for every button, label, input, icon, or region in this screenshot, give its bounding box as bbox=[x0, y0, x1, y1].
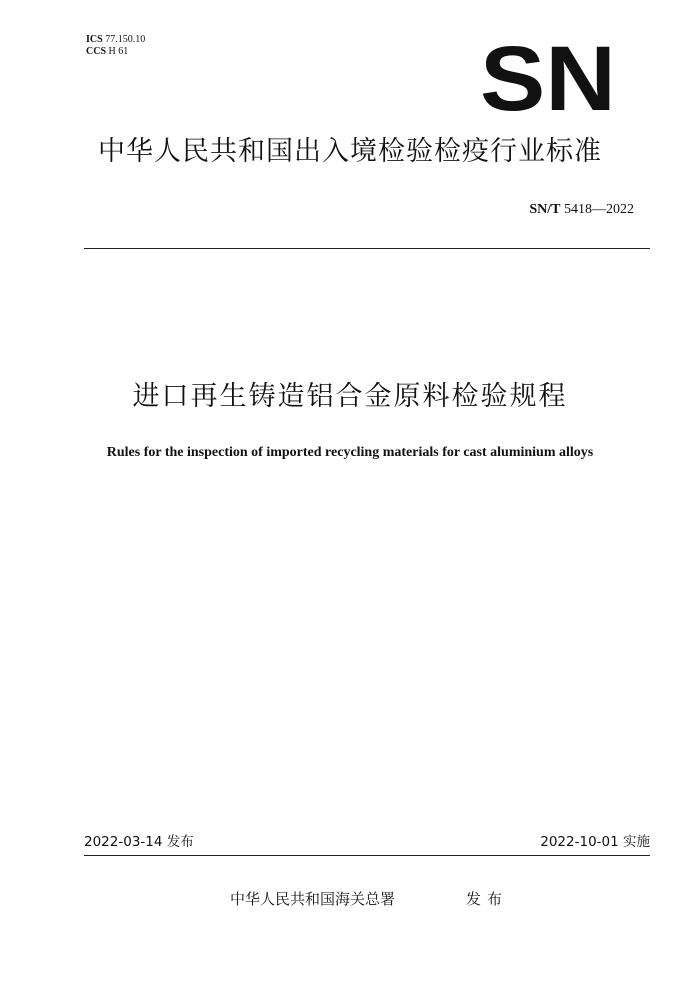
issuing-authority: 中华人民共和国海关总署 bbox=[230, 890, 396, 908]
issuing-sector-title: 中华人民共和国出入境检验检疫行业标准 bbox=[98, 136, 602, 167]
bottom-divider bbox=[84, 855, 650, 856]
ccs-code-line bbox=[86, 46, 128, 58]
ics-code: 77.150.10 bbox=[105, 34, 146, 45]
chinese-title: 进口再生铸造铝合金原料检验规程 bbox=[132, 381, 568, 412]
standard-number bbox=[529, 202, 634, 218]
sn-logo-text: SN bbox=[480, 42, 616, 112]
ics-code-line bbox=[86, 34, 145, 46]
issue-action: 发布 bbox=[466, 890, 509, 908]
implementation-date: 2022-10-01 实施 bbox=[540, 834, 650, 850]
ccs-code: H 61 bbox=[108, 46, 129, 57]
standard-code: 5418—2022 bbox=[564, 202, 634, 217]
sn-logo bbox=[478, 42, 618, 112]
ccs-label: CCS bbox=[86, 46, 107, 57]
top-divider bbox=[84, 248, 650, 249]
standard-prefix: SN/T bbox=[529, 202, 561, 217]
english-title: Rules for the inspection of imported recycling materials for cast aluminium alloys bbox=[106, 445, 594, 460]
ics-label: ICS bbox=[86, 34, 103, 45]
issue-date: 2022-03-14 发布 bbox=[84, 834, 194, 850]
